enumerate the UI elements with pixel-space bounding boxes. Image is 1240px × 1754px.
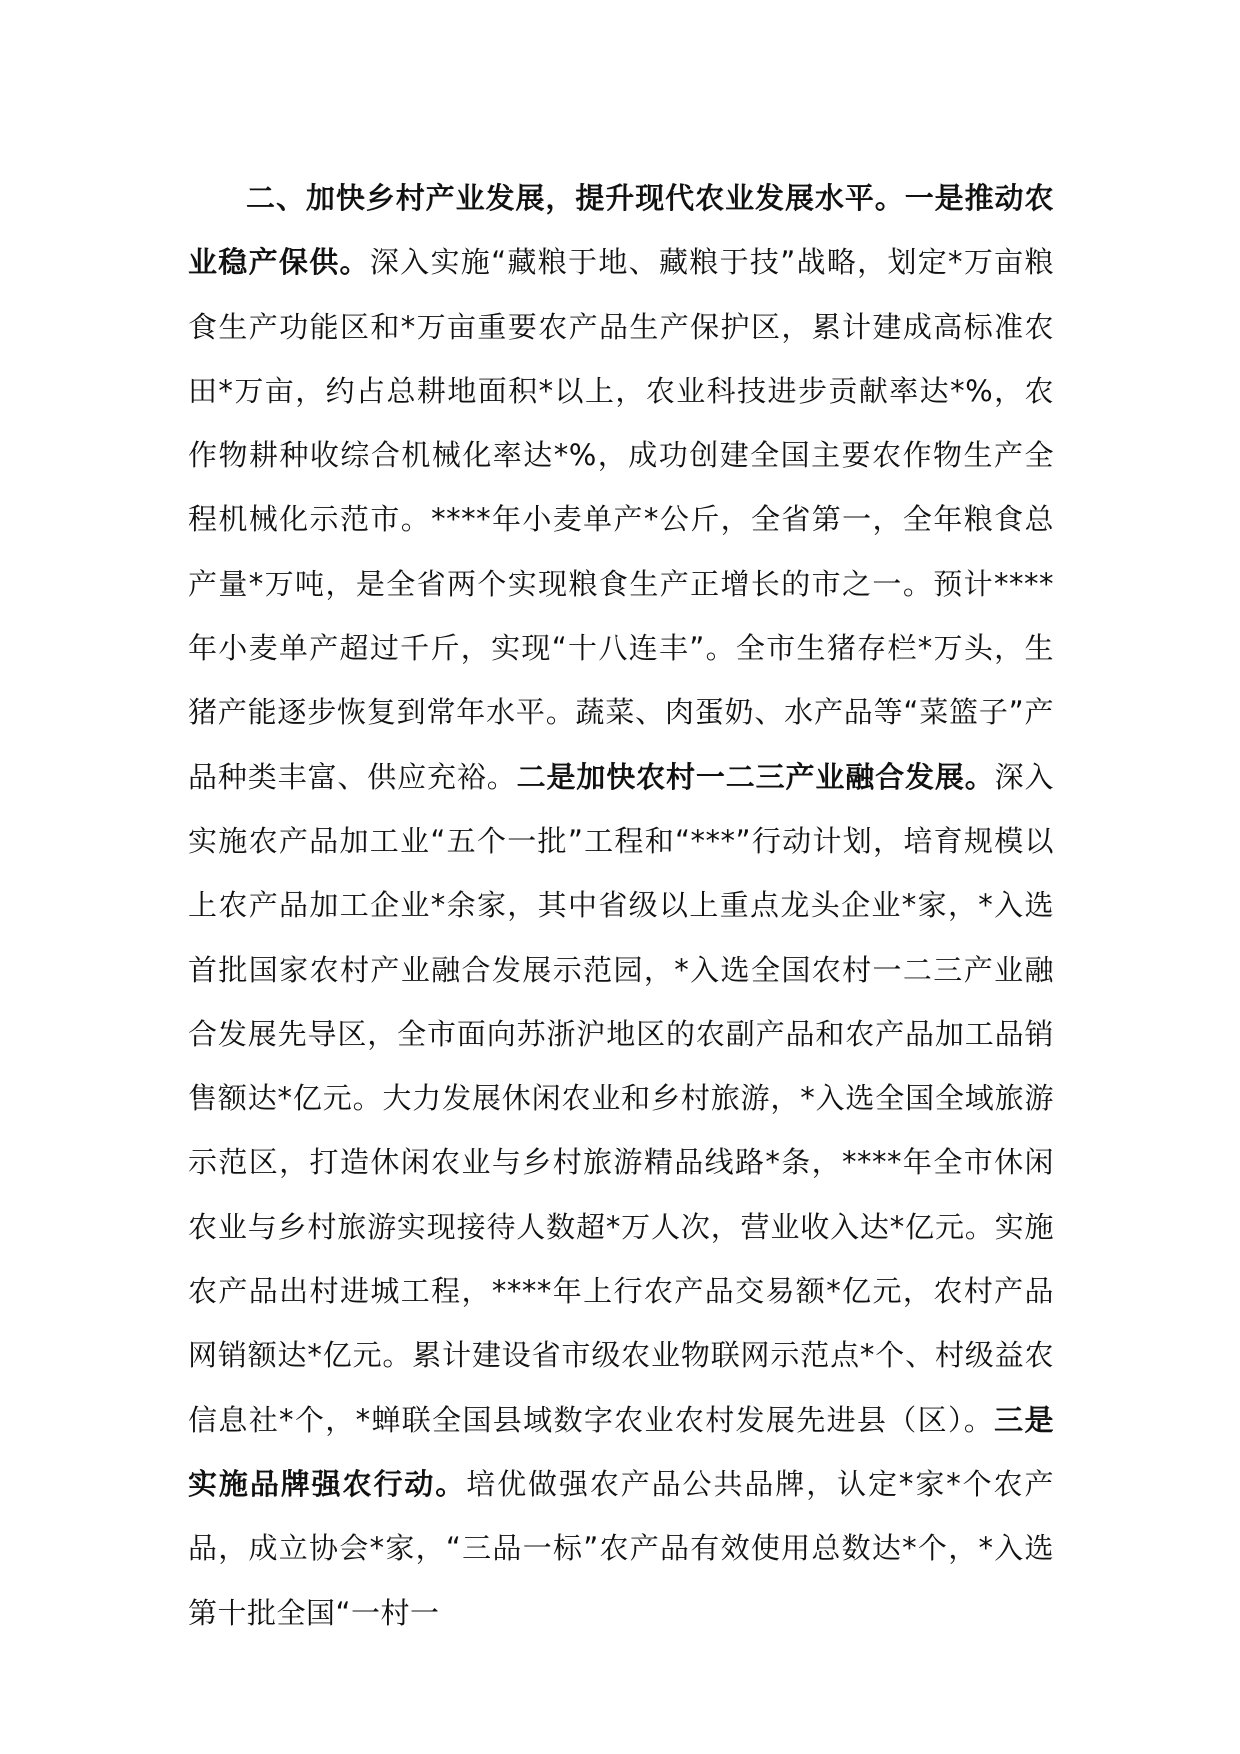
body-segment: 培优做强农产品公共品牌，认定*家*个农产品，成立协会*家，“三品一标”农产品有效使用总数达*个，*入选第十批全国“一村一	[188, 1466, 1054, 1630]
body-segment: 深入实施“藏粮于地、藏粮于技”战略，划定*万亩粮食生产功能区和*万亩重要农产品生产保护区，累计建成高标准农田*万亩，约占总耕地面积*以上，农业科技进步贡献率达*%，农作物耕种收综合机械化率达*%，成功创建全国主要农作物生产全程机械化示范市。****年小麦单产*公斤，全省第一，全年粮食总产量*万吨，是全省两个实现粮食生产正增长的市之一。预计****年小麦单产超过千斤，实现“十八连丰”。全市生猪存栏*万头，生猪产能逐步恢复到常年水平。蔬菜、肉蛋奶、水产品等“菜篮子”产品种类丰富、供应充裕。	[188, 245, 1054, 794]
paragraph	[188, 166, 1054, 1645]
subheading-segment: 二是加快农村一二三产业融合发展。	[516, 759, 995, 794]
subheading-segment: 三是实施品牌强农行动。	[188, 1402, 1054, 1501]
body-segment: 深入实施农产品加工业“五个一批”工程和“***”行动计划，培育规模以上农产品加工企业*余家，其中省级以上重点龙头企业*家，*入选首批国家农村产业融合发展示范园，*入选全国农村一二三产业融合发展先导区，全市面向苏浙沪地区的农副产品和农产品加工品销售额达*亿元。大力发展休闲农业和乡村旅游，*入选全国全域旅游示范区，打造休闲农业与乡村旅游精品线路*条，****年全市休闲农业与乡村旅游实现接待人数超*万人次，营业收入达*亿元。实施农产品出村进城工程，****年上行农产品交易额*亿元，农村产品网销额达*亿元。累计建设省市级农业物联网示范点*个、村级益农信息社*个，*蝉联全国县域数字农业农村发展先进县（区）。	[188, 759, 1054, 1437]
heading-segment: 二、加快乡村产业发展，提升现代农业发展水平。一是推动农业稳产保供。	[188, 181, 1054, 280]
document-page	[188, 166, 1054, 1645]
